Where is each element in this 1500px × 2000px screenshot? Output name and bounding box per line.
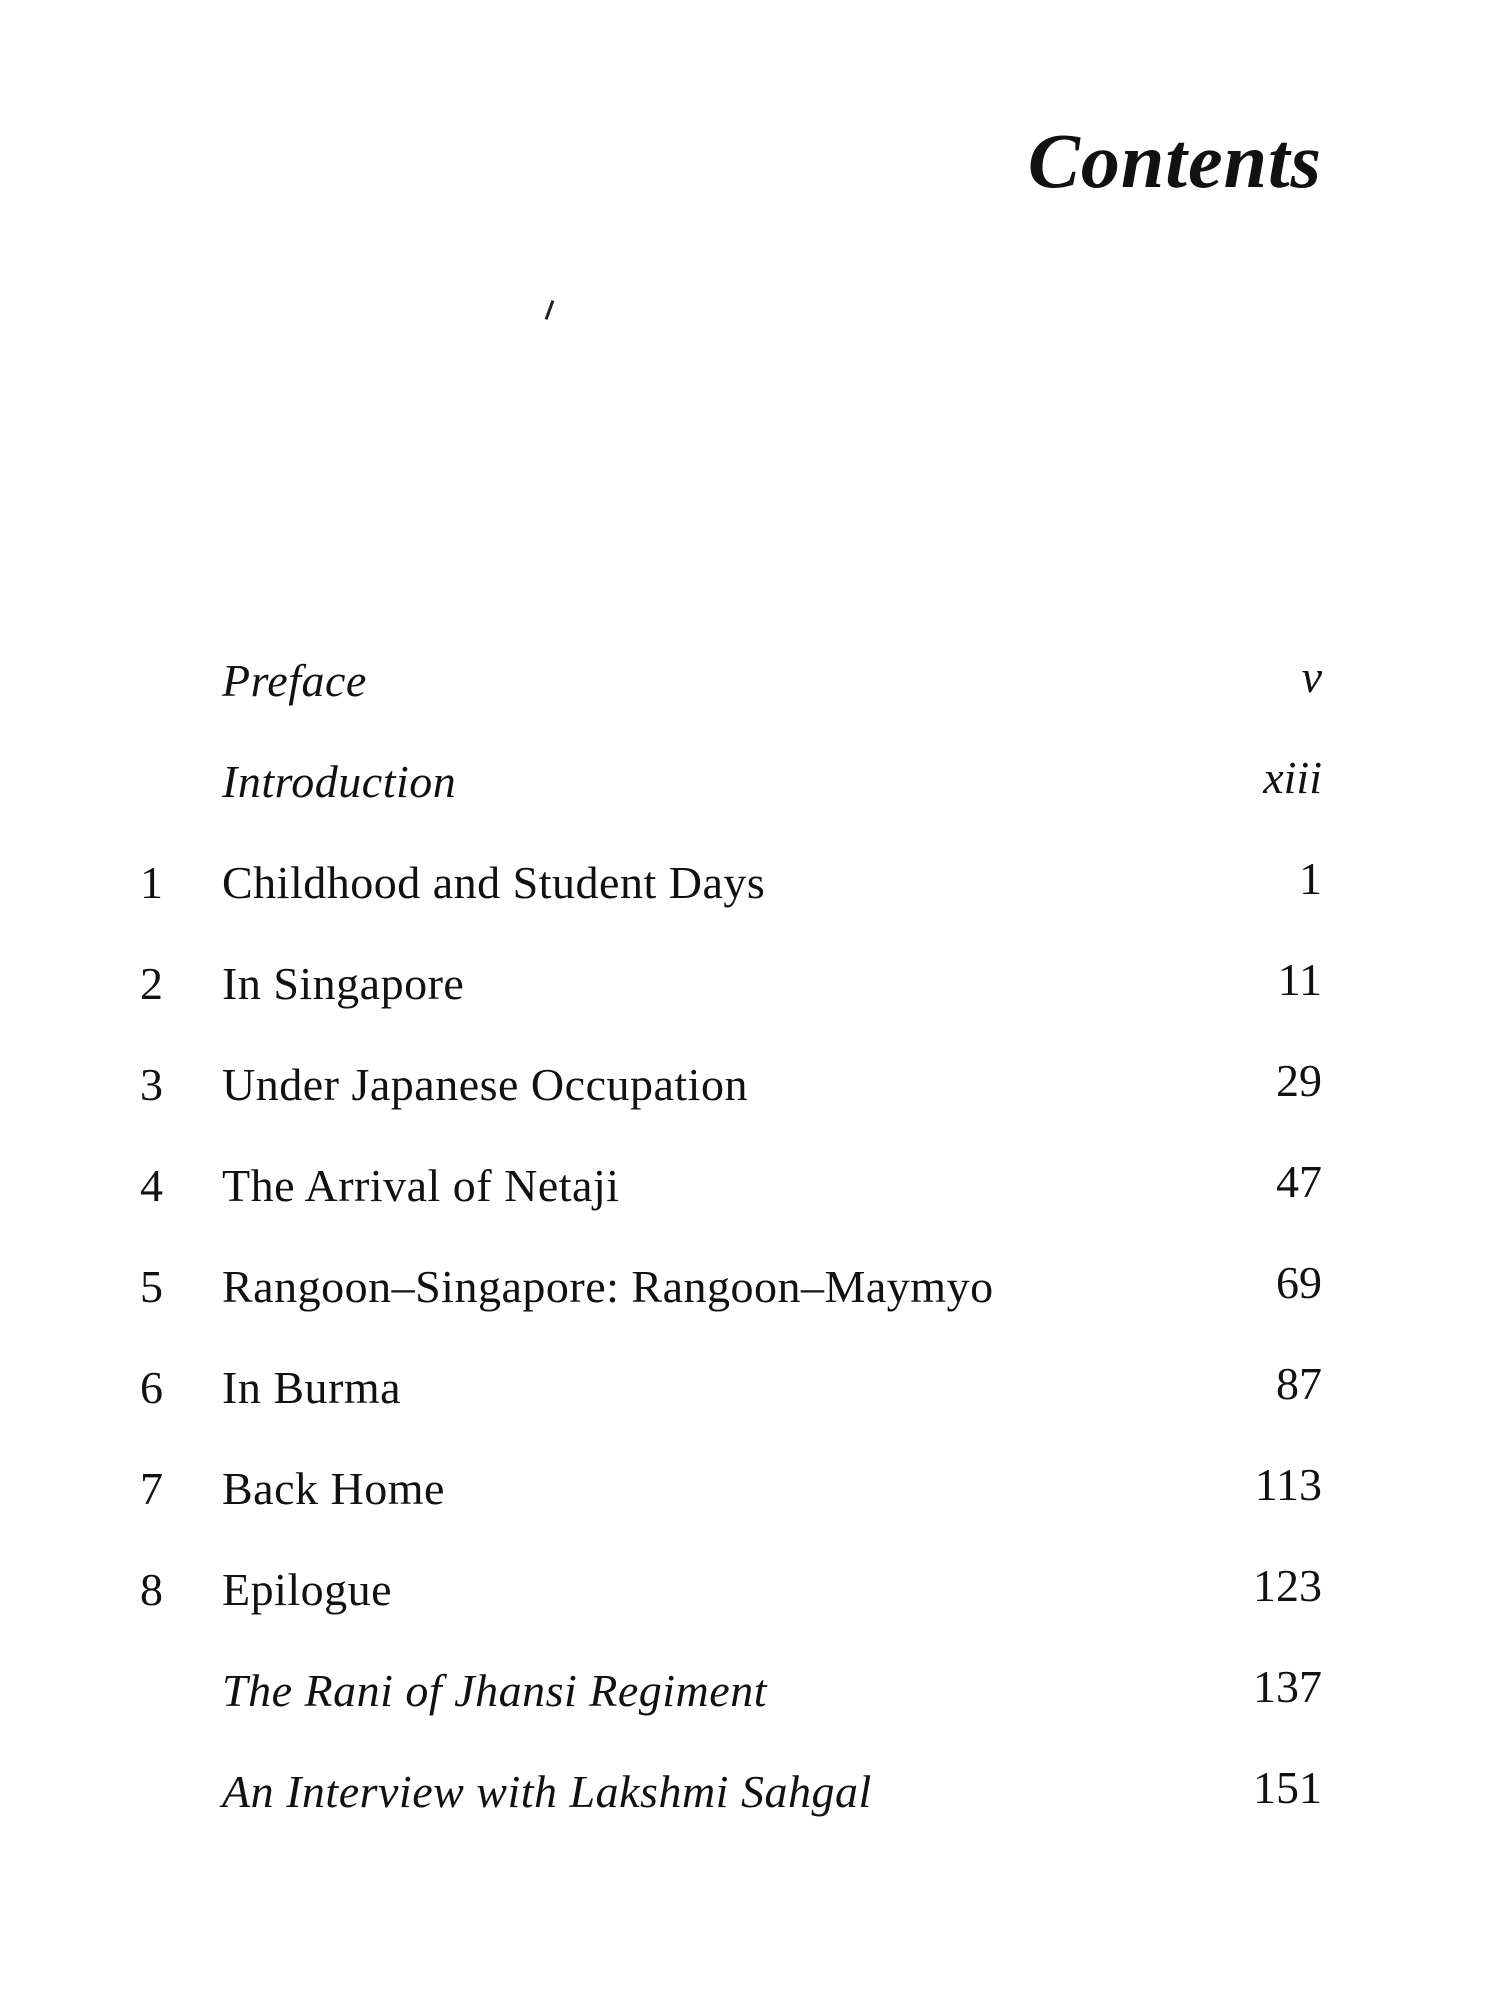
toc-entry-introduction[interactable] xyxy=(140,741,1322,842)
toc-entry-page: 69 xyxy=(1276,1257,1322,1308)
toc-entry-chapter-6[interactable] xyxy=(140,1347,1322,1448)
toc-entry-page: 11 xyxy=(1277,954,1322,1005)
stray-ink-mark xyxy=(545,300,555,320)
toc-entry-title: Epilogue xyxy=(222,1564,393,1615)
toc-entry-title: In Burma xyxy=(222,1362,402,1413)
toc-entry-interview-lakshmi-sahgal[interactable] xyxy=(140,1751,1322,1852)
toc-entry-chapter-2[interactable] xyxy=(140,943,1322,1044)
toc-entry-title: Introduction xyxy=(222,756,457,807)
toc-entry-number: 2 xyxy=(140,958,163,1009)
toc-entry-number: 7 xyxy=(140,1463,163,1514)
page-title: Contents xyxy=(1027,117,1322,205)
toc-entry-title: Back Home xyxy=(222,1463,445,1514)
toc-entry-title: An Interview with Lakshmi Sahgal xyxy=(222,1766,872,1817)
toc-entry-page: 137 xyxy=(1253,1661,1322,1712)
toc-entry-number: 4 xyxy=(140,1160,163,1211)
toc-entry-preface[interactable] xyxy=(140,640,1322,741)
toc-entry-rani-of-jhansi-regiment[interactable] xyxy=(140,1650,1322,1751)
toc-entry-title: Childhood and Student Days xyxy=(222,857,766,908)
toc-entry-chapter-7[interactable] xyxy=(140,1448,1322,1549)
toc-entry-title: Preface xyxy=(222,655,367,706)
toc-entry-title: The Rani of Jhansi Regiment xyxy=(222,1665,767,1716)
toc-entry-chapter-5[interactable] xyxy=(140,1246,1322,1347)
toc-entry-title: Under Japanese Occupation xyxy=(222,1059,748,1110)
toc-entry-title: In Singapore xyxy=(222,958,465,1009)
toc-entry-page: 87 xyxy=(1276,1358,1322,1409)
toc-entry-page: 47 xyxy=(1276,1156,1322,1207)
toc-entry-number: 1 xyxy=(140,857,163,908)
toc-entry-page: 1 xyxy=(1299,853,1322,904)
toc-entry-page: 123 xyxy=(1253,1560,1322,1611)
toc-entry-chapter-3[interactable] xyxy=(140,1044,1322,1145)
toc-entry-number: 6 xyxy=(140,1362,163,1413)
toc-entry-page: xiii xyxy=(1263,752,1322,803)
toc-entry-chapter-4[interactable] xyxy=(140,1145,1322,1246)
toc-entry-number: 8 xyxy=(140,1564,163,1615)
toc-entry-title: The Arrival of Netaji xyxy=(222,1160,620,1211)
toc-entry-number: 3 xyxy=(140,1059,163,1110)
toc-entry-page: v xyxy=(1301,651,1322,702)
toc-entry-chapter-1[interactable] xyxy=(140,842,1322,943)
toc-entry-page: 113 xyxy=(1254,1459,1322,1510)
toc-entry-page: 29 xyxy=(1276,1055,1322,1106)
toc-entry-title: Rangoon–Singapore: Rangoon–Maymyo xyxy=(222,1261,994,1312)
toc-entry-number: 5 xyxy=(140,1261,163,1312)
toc-entry-chapter-8[interactable] xyxy=(140,1549,1322,1650)
table-of-contents xyxy=(140,640,1322,1852)
toc-entry-page: 151 xyxy=(1253,1762,1322,1813)
